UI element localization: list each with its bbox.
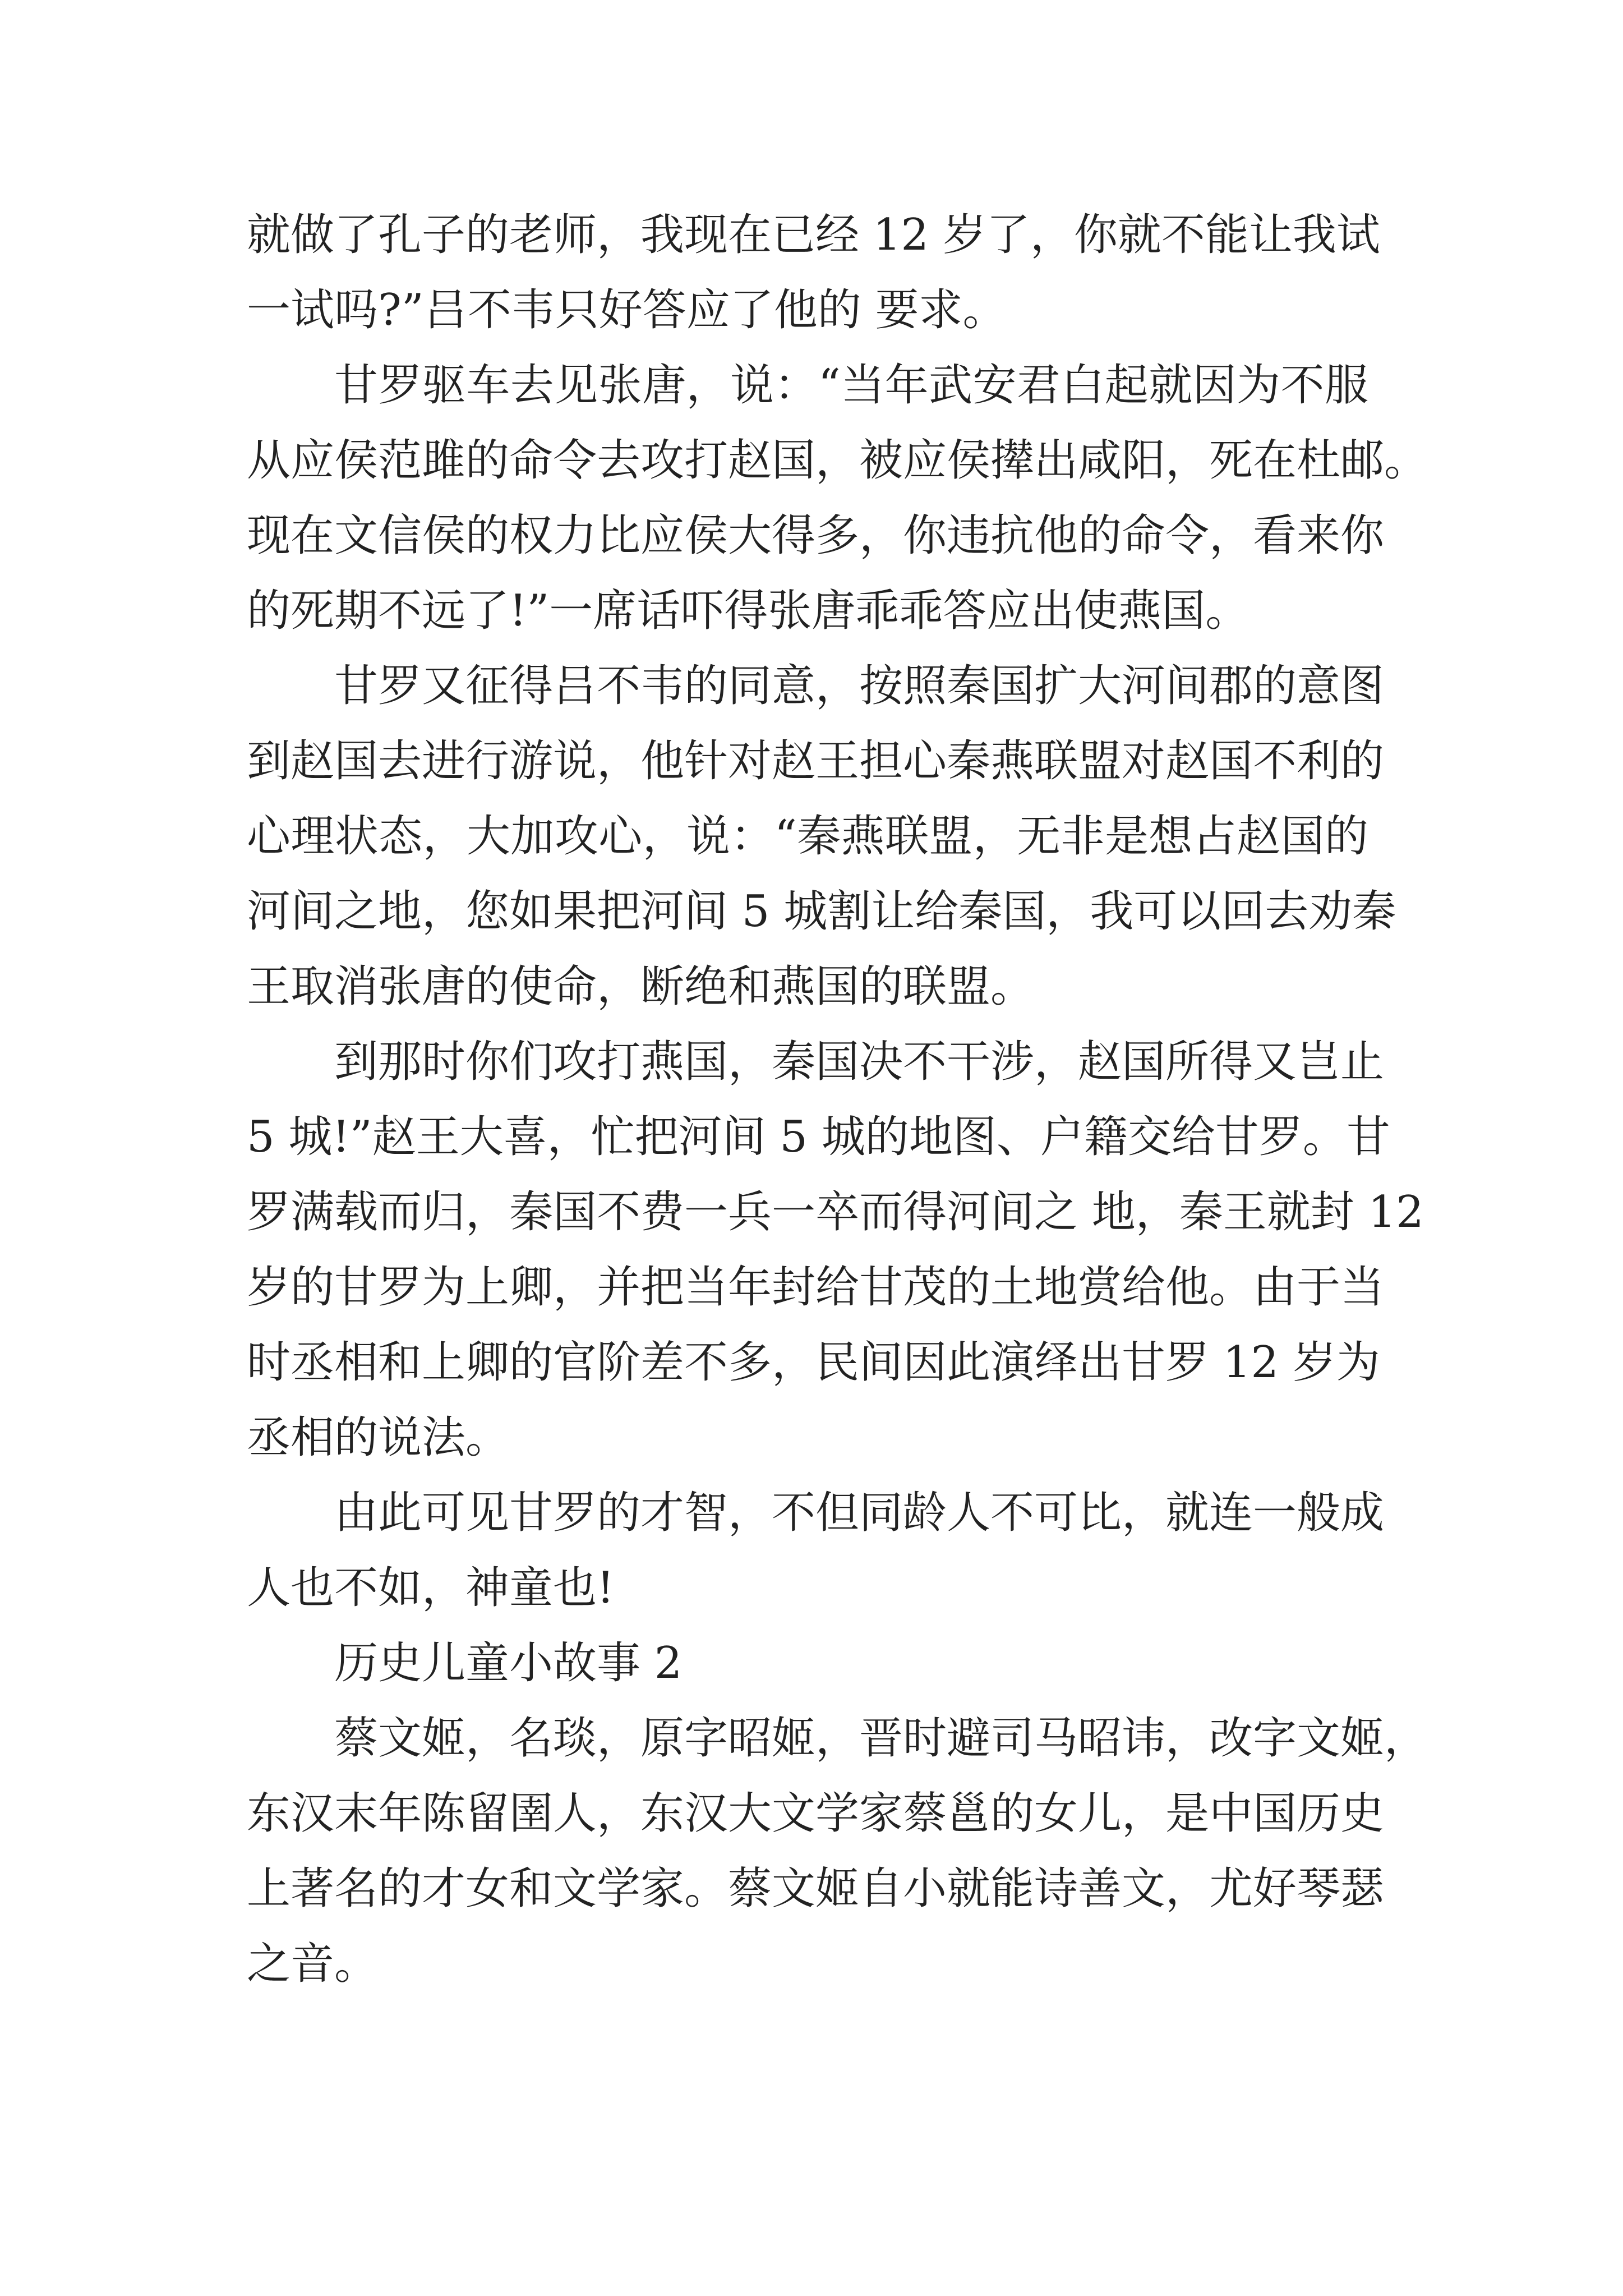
- text-line: 岁的甘罗为上卿，并把当年封给甘茂的土地赏给他。由于当: [247, 1262, 1385, 1313]
- text-line: 5 城!”赵王大喜，忙把河间 5 城的地图、户籍交给甘罗。甘: [247, 1112, 1390, 1162]
- text-line: 从应侯范雎的命令去攻打赵国，被应侯撵出咸阳，死在杜邮。: [247, 435, 1428, 486]
- document-body: [247, 197, 1428, 2001]
- text-line: 现在文信侯的权力比应侯大得多，你违抗他的命令，看来你: [247, 510, 1385, 561]
- text-line: 时丞相和上卿的官阶差不多，民间因此演绎出甘罗 12 岁为: [247, 1337, 1380, 1388]
- text-line: 的死期不远了!”一席话吓得张唐乖乖答应出使燕国。: [247, 586, 1249, 636]
- text-line: 心理状态，大加攻心，说：“秦燕联盟，无非是想占赵国的: [247, 811, 1368, 862]
- text-line: 一试吗?”吕不韦只好答应了他的 要求。: [247, 285, 1007, 335]
- paragraph-start-line: 甘罗又征得吕不韦的同意，按照秦国扩大河间郡的意图: [334, 661, 1385, 711]
- text-line: 到赵国去进行游说，他针对赵王担心秦燕联盟对赵国不利的: [247, 736, 1385, 786]
- paragraph-start-line: 到那时你们攻打燕国，秦国决不干涉，赵国所得又岂止: [334, 1037, 1385, 1087]
- text-line: 丞相的说法。: [247, 1412, 510, 1463]
- text-line: 之音。: [247, 1939, 379, 1989]
- text-line: 上著名的才女和文学家。蔡文姬自小就能诗善文，尤好琴瑟: [247, 1864, 1385, 1914]
- paragraph-start-line: 蔡文姬，名琰，原字昭姬，晋时避司马昭讳，改字文姬，: [334, 1713, 1428, 1764]
- text-line: 就做了孔子的老师，我现在已经 12 岁了，你就不能让我试: [247, 210, 1380, 260]
- text-line: 河间之地，您如果把河间 5 城割让给秦国，我可以回去劝秦: [247, 886, 1396, 937]
- text-line: 人也不如，神童也!: [247, 1563, 615, 1613]
- section-heading: 历史儿童小故事 2: [334, 1638, 683, 1688]
- paragraph-start-line: 甘罗驱车去见张唐，说：“当年武安君白起就因为不服: [334, 360, 1368, 411]
- text-line: 罗满载而归，秦国不费一兵一卒而得河间之 地，秦王就封 12: [247, 1187, 1424, 1237]
- text-line: 东汉末年陈留圉人，东汉大文学家蔡邕的女儿，是中国历史: [247, 1788, 1385, 1839]
- paragraph-start-line: 由此可见甘罗的才智，不但同龄人不可比，就连一般成: [334, 1488, 1385, 1538]
- text-line: 王取消张唐的使命，断绝和燕国的联盟。: [247, 961, 1035, 1012]
